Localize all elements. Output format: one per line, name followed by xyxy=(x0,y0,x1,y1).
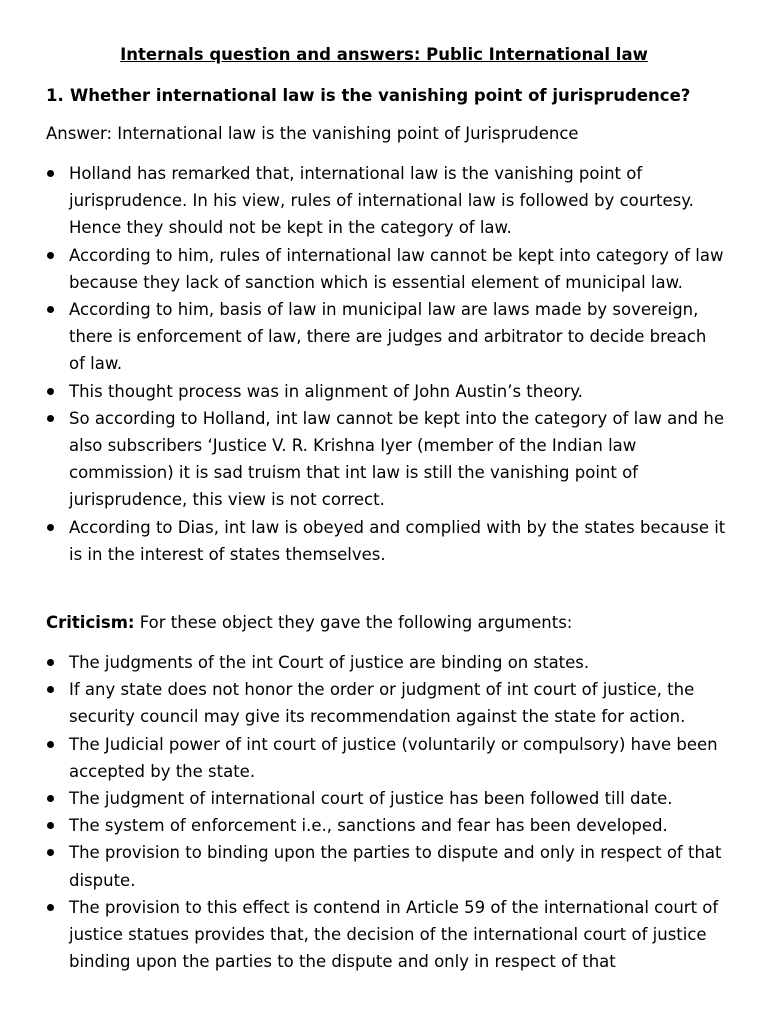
criticism-bullet-list xyxy=(46,649,726,975)
list-item xyxy=(46,160,726,242)
list-item-text: The provision to binding upon the parties to dispute and only in respect of that dispute. xyxy=(69,843,722,890)
criticism-heading xyxy=(46,611,736,635)
answer-line: Answer: International law is the vanishing point of Jurisprudence xyxy=(46,124,579,143)
list-item-text: According to Dias, int law is obeyed and complied with by the states because it is in the interest of states themselves. xyxy=(69,517,726,564)
list-item-text: So according to Holland, int law cannot be kept into the category of law and he also subscribers ‘Justice V. R. Krishna Iyer (member of the Indian law commission) it is sad truism that int law is still the vanishing point of jurisprudence, this view is not correct. xyxy=(69,408,724,510)
list-item xyxy=(46,731,726,785)
list-item-text: The Judicial power of int court of justice (voluntarily or compulsory) have been accepted by the state. xyxy=(69,734,718,781)
question-heading xyxy=(46,84,736,108)
list-item xyxy=(46,242,726,296)
bullet-icon xyxy=(47,795,54,802)
list-item xyxy=(46,405,726,514)
list-item xyxy=(46,514,726,568)
bullet-icon xyxy=(47,741,54,748)
list-item xyxy=(46,839,726,893)
criticism-text: For these object they gave the following arguments: xyxy=(139,613,573,632)
list-item-text: According to him, basis of law in municipal law are laws made by sovereign, there is enforcement of law, there are judges and arbitrator to decide breach of law. xyxy=(69,300,707,374)
bullet-icon xyxy=(47,686,54,693)
bullet-icon xyxy=(47,415,54,422)
list-item xyxy=(46,296,726,378)
bullet-icon xyxy=(47,904,54,911)
criticism-label: Criticism: xyxy=(46,613,135,632)
bullet-icon xyxy=(47,252,54,259)
bullet-icon xyxy=(47,849,54,856)
question-text: Whether international law is the vanishing point of jurisprudence? xyxy=(70,86,691,105)
list-item-text: The provision to this effect is contend in Article 59 of the international court of justice statues provides that, the decision of the international court of justice binding upon the parties to the dispute and only in respect of that xyxy=(69,897,719,972)
question-number: 1. xyxy=(46,86,64,105)
list-item-text: The judgment of international court of justice has been followed till date. xyxy=(69,789,673,809)
bullet-icon xyxy=(47,306,54,313)
bullet-icon xyxy=(47,822,54,829)
list-item-text: This thought process was in alignment of John Austin’s theory. xyxy=(69,381,583,401)
list-item-text: If any state does not honor the order or judgment of int court of justice, the security council may give its recommendation against the state for action. xyxy=(69,680,695,727)
list-item xyxy=(46,378,726,405)
list-item xyxy=(46,649,726,676)
list-item-text: The judgments of the int Court of justice are binding on states. xyxy=(69,653,590,672)
bullet-icon xyxy=(47,170,54,177)
list-item xyxy=(46,812,726,839)
page-title: Internals question and answers: Public International law xyxy=(120,45,648,64)
list-item xyxy=(46,676,726,730)
list-item-text: The system of enforcement i.e., sanctions and fear has been developed. xyxy=(69,816,668,836)
list-item xyxy=(46,894,726,976)
list-item-text: According to him, rules of international law cannot be kept into category of law because they lack of sanction which is essential element of municipal law. xyxy=(69,245,724,292)
list-item xyxy=(46,785,726,812)
list-item-text: Holland has remarked that, international law is the vanishing point of jurisprudence. In his view, rules of international law is followed by courtesy. Hence they should not be kept in the category of law. xyxy=(69,164,694,238)
bullet-icon xyxy=(47,388,54,395)
answer-bullet-list xyxy=(46,160,726,568)
bullet-icon xyxy=(47,524,54,531)
bullet-icon xyxy=(47,659,54,666)
